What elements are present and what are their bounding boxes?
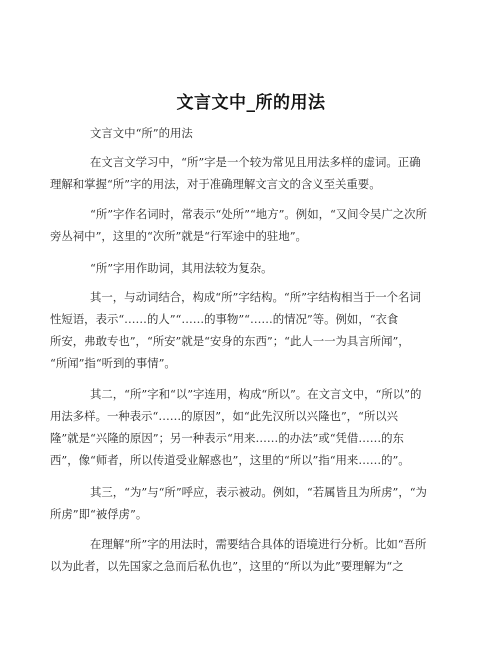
paragraph-line: 其一，与动词结合，构成“所”字结构。“所”字结构相当于一个名词 [90, 290, 421, 304]
paragraph-line: “所闻”指“听到的事情”。 [50, 356, 176, 370]
paragraph-subtitle [70, 122, 455, 144]
paragraph-line: 性短语，表示“……的人”“……的事物”“……的情况”等。例如，“衣食 [50, 312, 399, 326]
paragraph-line: 所虏”即“被俘虏”。 [50, 507, 148, 521]
paragraph-line: 在理解“所”字的用法时，需要结合具体的语境进行分析。比如“吾所 [90, 537, 427, 551]
paragraph-line: 其三，“为”与“所”呼应，表示被动。例如，“若属皆且为所虏”，“为 [90, 485, 427, 499]
paragraph-line: 理解和掌握“所”字的用法，对于准确理解文言文的含义至关重要。 [50, 177, 381, 191]
paragraph-line: 其二，“所”字和“以”字连用，构成“所以”。在文言文中，“所以”的 [90, 387, 422, 401]
paragraph-intro [50, 151, 455, 195]
paragraph-usage-three [50, 481, 455, 525]
paragraph-line: 在文言文学习中，“所”字是一个较为常见且用法多样的虚词。正确 [90, 155, 421, 169]
paragraph-line: 以为此者，以先国家之急而后私仇也”，这里的“所以为此”要理解为“之 [50, 559, 404, 573]
paragraph-line: 西”，像“师者，所以传道受业解惑也”，这里的“所以”指“用来……的”。 [50, 453, 410, 467]
paragraph-usage-one [50, 286, 455, 374]
paragraph-line: 旁丛祠中”，这里的“次所”就是“行军途中的驻地”。 [50, 229, 307, 243]
paragraph-line: 所安，弗敢专也”，“所安”就是“安身的东西”；“此人一一为具言所闻”， [50, 334, 410, 348]
paragraph-line: “所”字作名词时，常表示“处所”“地方”。例如，“又间令吴广之次所 [90, 207, 427, 221]
paragraph-noun-usage [50, 203, 455, 247]
paragraph-line: 用法多样。一种表示“……的原因”，如“此先汉所以兴隆也”，“所以兴 [50, 409, 399, 423]
paragraph-line: “所”字用作助词，其用法较为复杂。 [90, 261, 273, 275]
paragraph-particle-usage [70, 257, 455, 279]
paragraph-line: 文言文中“所”的用法 [90, 126, 193, 140]
paragraph-line: 隆”就是“兴隆的原因”；另一种表示“用来……的办法”或“凭借……的东 [50, 431, 404, 445]
paragraph-usage-two [50, 383, 455, 471]
paragraph-context [50, 533, 455, 577]
document-title: 文言文中_所的用法 [176, 93, 326, 113]
